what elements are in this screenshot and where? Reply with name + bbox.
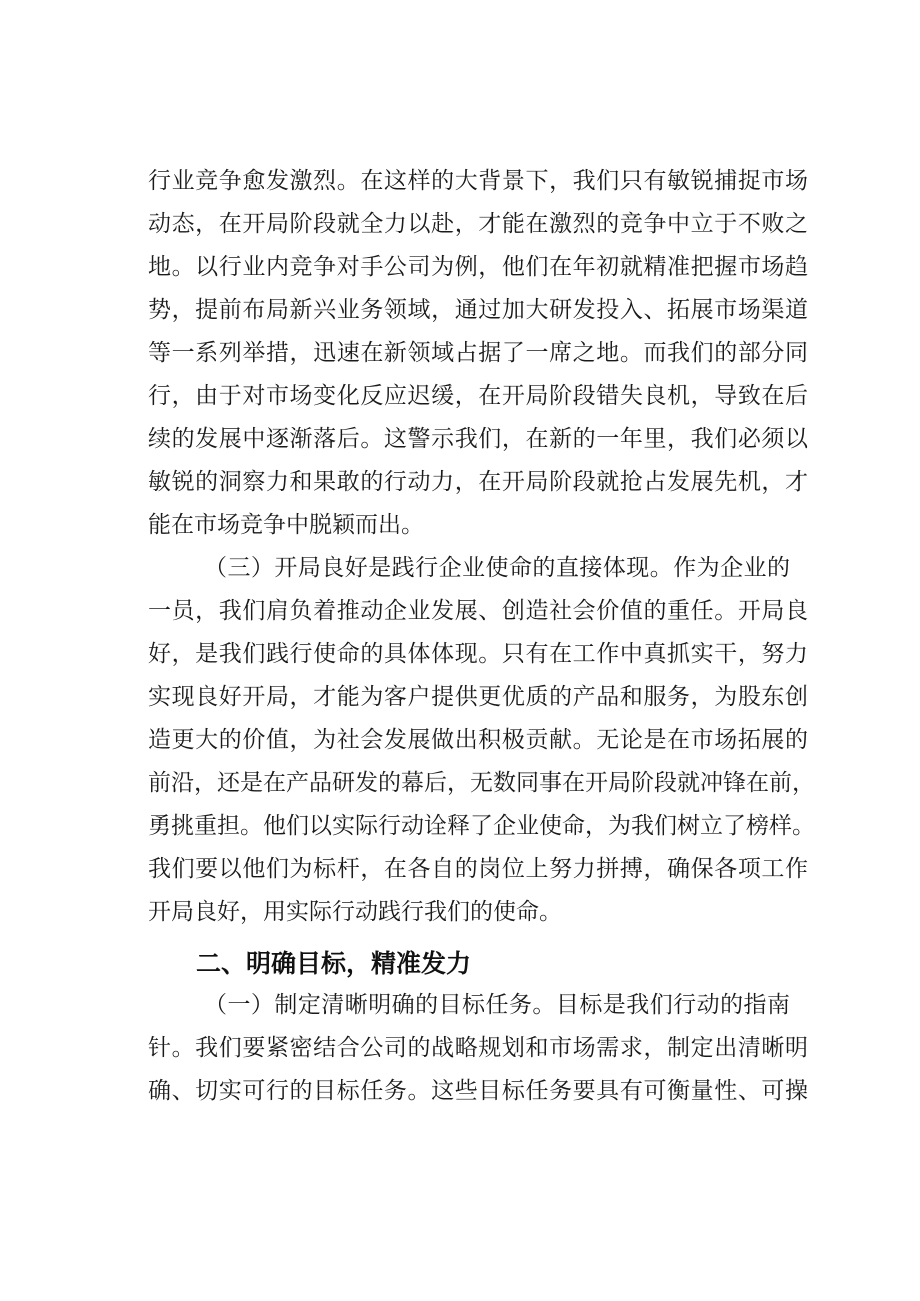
paragraph-2-line-8: 我们要以他们为标杆，在各自的岗位上努力拼搏，确保各项工作 — [148, 856, 808, 882]
paragraph-1-line-8: 敏锐的洞察力和果敢的行动力，在开局阶段就抢占发展先机，才 — [148, 469, 808, 495]
paragraph-2-line-1: （三）开局良好是践行企业使命的直接体现。作为企业的 — [204, 555, 790, 581]
section-heading: 二、明确目标，精准发力 — [196, 949, 472, 978]
paragraph-3-line-1: （一）制定清晰明确的目标任务。目标是我们行动的指南 — [204, 992, 790, 1018]
paragraph-1-line-5: 等一系列举措，迅速在新领域占据了一席之地。而我们的部分同 — [148, 340, 808, 366]
paragraph-2-line-5: 造更大的价值，为社会发展做出积极贡献。无论是在市场拓展的 — [148, 727, 808, 753]
paragraph-2-line-4: 实现良好开局，才能为客户提供更优质的产品和服务，为股东创 — [148, 684, 808, 710]
paragraph-3-line-2: 针。我们要紧密结合公司的战略规划和市场需求，制定出清晰明 — [148, 1035, 808, 1061]
paragraph-1-line-3: 地。以行业内竞争对手公司为例，他们在年初就精准把握市场趋 — [148, 254, 808, 280]
paragraph-1-line-6: 行，由于对市场变化反应迟缓，在开局阶段错失良机，导致在后 — [148, 383, 808, 409]
paragraph-1-line-2: 动态，在开局阶段就全力以赴，才能在激烈的竞争中立于不败之 — [148, 211, 808, 237]
paragraph-2-line-2: 一员，我们肩负着推动企业发展、创造社会价值的重任。开局良 — [148, 598, 808, 624]
paragraph-1-line-1: 行业竞争愈发激烈。在这样的大背景下，我们只有敏锐捕捉市场 — [148, 168, 808, 194]
paragraph-2-line-3: 好，是我们践行使命的具体体现。只有在工作中真抓实干，努力 — [148, 641, 808, 667]
paragraph-1-line-4: 势，提前布局新兴业务领域，通过加大研发投入、拓展市场渠道 — [148, 297, 808, 323]
paragraph-1-line-9: 能在市场竞争中脱颖而出。 — [148, 512, 424, 538]
paragraph-1-line-7: 续的发展中逐渐落后。这警示我们，在新的一年里，我们必须以 — [148, 426, 808, 452]
paragraph-2-line-6: 前沿，还是在产品研发的幕后，无数同事在开局阶段就冲锋在前， — [148, 770, 815, 796]
paragraph-2-line-9: 开局良好，用实际行动践行我们的使命。 — [148, 899, 562, 925]
paragraph-2-line-7: 勇挑重担。他们以实际行动诠释了企业使命，为我们树立了榜样。 — [148, 813, 815, 839]
paragraph-3-line-3: 确、切实可行的目标任务。这些目标任务要具有可衡量性、可操 — [148, 1078, 808, 1104]
